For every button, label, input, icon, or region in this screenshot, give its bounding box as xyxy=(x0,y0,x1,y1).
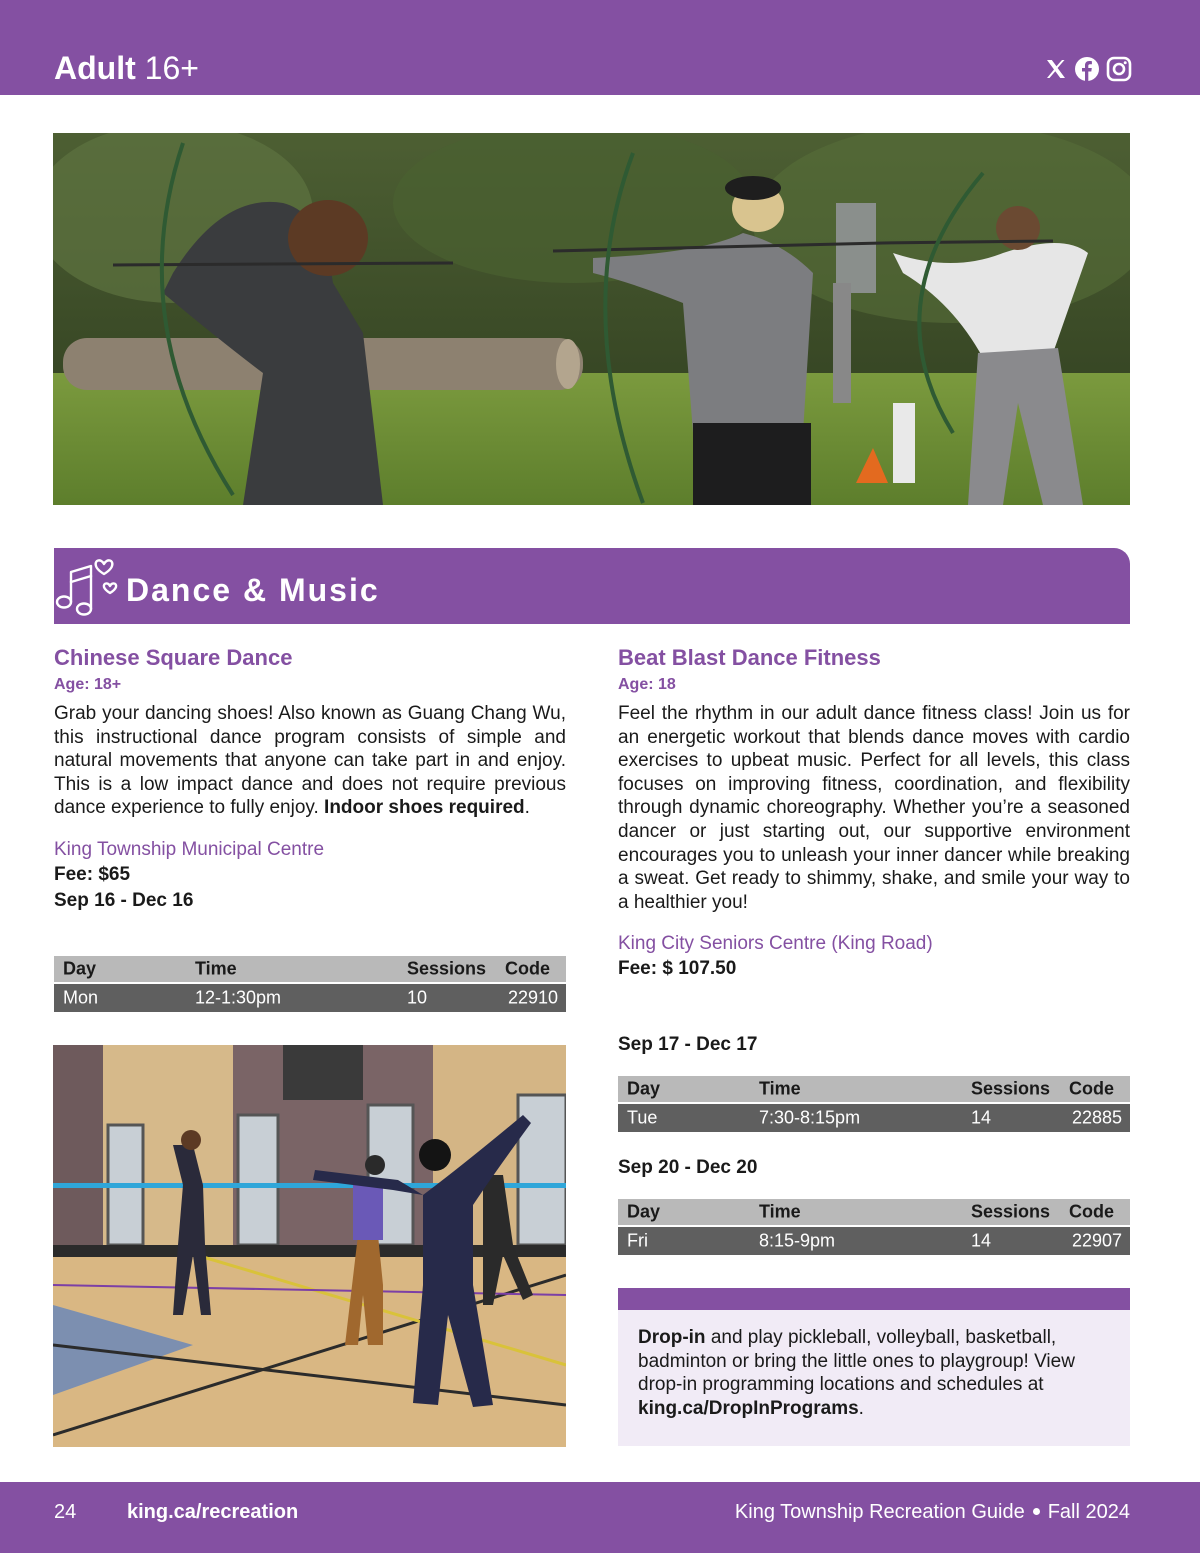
guide-name: King Township Recreation Guide xyxy=(734,1501,1025,1523)
page-header xyxy=(0,0,1200,95)
schedule-table xyxy=(54,956,566,1012)
callout-body: and play pickleball, volleyball, basketball, badminton or bring the little ones to playgroup! View drop-in programming locations and schedules at xyxy=(638,1327,1075,1396)
schedule-table xyxy=(618,1199,1130,1255)
page-footer xyxy=(0,1482,1200,1553)
program-location: King City Seniors Centre (King Road) xyxy=(618,933,933,955)
column-code: Code xyxy=(505,958,550,979)
separator-dot xyxy=(1033,1508,1040,1515)
column-day: Day xyxy=(627,1201,661,1222)
table-header xyxy=(618,1199,1130,1225)
callout-bold: Drop-in xyxy=(638,1327,706,1348)
page-title-age: 16+ xyxy=(144,50,199,86)
drop-in-callout xyxy=(618,1288,1130,1446)
cell-time: 7:30-8:15pm xyxy=(759,1107,861,1128)
cell-day: Tue xyxy=(627,1107,658,1128)
session-dates: Sep 20 - Dec 20 xyxy=(618,1157,758,1178)
social-links xyxy=(1044,56,1132,82)
program-age: Age: 18 xyxy=(618,676,676,693)
callout-accent-bar xyxy=(618,1288,1130,1310)
cell-day: Fri xyxy=(627,1230,648,1251)
callout-end: . xyxy=(858,1397,864,1419)
column-day: Day xyxy=(63,958,97,979)
column-sessions: Sessions xyxy=(971,1201,1051,1222)
column-day: Day xyxy=(627,1078,661,1099)
cell-time: 12-1:30pm xyxy=(195,987,282,1008)
cell-code: 22885 xyxy=(1071,1107,1122,1128)
page-title xyxy=(54,48,199,88)
description-bold: Indoor shoes required xyxy=(324,797,525,819)
description-text: Grab your dancing shoes! Also known as Guang Chang Wu, this instructional dance program consists of simple and natural movements that anyone can take part in and enjoy. This is a low impact dance and does not require previous dance experience to fully enjoy. xyxy=(54,703,566,819)
program-beat-blast-dance-fitness xyxy=(618,644,1130,982)
cell-time: 8:15-9pm xyxy=(759,1230,836,1251)
square-dance-gym-photo xyxy=(53,1045,566,1447)
column-time: Time xyxy=(759,1201,801,1222)
music-notes-hearts-icon xyxy=(54,552,124,625)
column-time: Time xyxy=(195,958,237,979)
schedule-table xyxy=(618,1076,1130,1132)
program-location: King Township Municipal Centre xyxy=(54,838,325,860)
column-code: Code xyxy=(1069,1078,1114,1099)
description-end: . xyxy=(524,797,530,819)
program-chinese-square-dance xyxy=(54,644,566,914)
cell-sessions: 10 xyxy=(407,987,428,1008)
guide-season: Fall 2024 xyxy=(1047,1501,1130,1523)
program-title: Beat Blast Dance Fitness xyxy=(618,645,881,670)
session-dates: Sep 17 - Dec 17 xyxy=(618,1034,758,1055)
footer-guide xyxy=(735,1500,1130,1524)
cell-day: Mon xyxy=(63,987,99,1008)
table-row xyxy=(54,984,566,1012)
instagram-icon[interactable] xyxy=(1106,56,1132,82)
table-header xyxy=(618,1076,1130,1102)
page-title-bold: Adult xyxy=(54,50,136,86)
callout-text xyxy=(638,1326,1110,1420)
drop-in-link[interactable]: king.ca/DropInPrograms xyxy=(638,1397,859,1419)
table-row xyxy=(618,1104,1130,1132)
program-description: Feel the rhythm in our adult dance fitness class! Join us for an energetic workout that blends dance moves with cardio exercises to upbeat music. Perfect for all levels, this class focuses on improving fitness, coordination, and flexibility through dynamic choreography. Whether you’re a seasoned dancer or just starting out, our supportive environment encourages you to unleash your inner dancer while breaking a sweat. Get ready to shimmy, shake, and smile your way to a healthier you! xyxy=(618,703,1130,913)
column-code: Code xyxy=(1069,1201,1114,1222)
cell-code: 22910 xyxy=(507,987,558,1008)
column-sessions: Sessions xyxy=(971,1078,1051,1099)
table-header xyxy=(54,956,566,982)
section-title: Dance & Music xyxy=(126,572,380,608)
table-row xyxy=(618,1227,1130,1255)
page-number: 24 xyxy=(54,1501,77,1523)
facebook-icon[interactable] xyxy=(1074,56,1100,82)
program-description xyxy=(54,702,566,820)
footer-link[interactable]: king.ca/recreation xyxy=(127,1501,299,1523)
column-sessions: Sessions xyxy=(407,958,487,979)
program-title: Chinese Square Dance xyxy=(54,645,293,670)
program-age: Age: 18+ xyxy=(54,676,122,693)
section-header xyxy=(54,548,1130,624)
x-icon[interactable] xyxy=(1044,57,1068,81)
cell-sessions: 14 xyxy=(971,1230,992,1251)
archery-group-photo xyxy=(53,133,1130,505)
cell-code: 22907 xyxy=(1071,1230,1122,1251)
column-time: Time xyxy=(759,1078,801,1099)
session-dates: Sep 16 - Dec 16 xyxy=(54,889,194,911)
cell-sessions: 14 xyxy=(971,1107,992,1128)
program-fee: Fee: $ 107.50 xyxy=(618,958,737,980)
program-fee: Fee: $65 xyxy=(54,863,131,885)
